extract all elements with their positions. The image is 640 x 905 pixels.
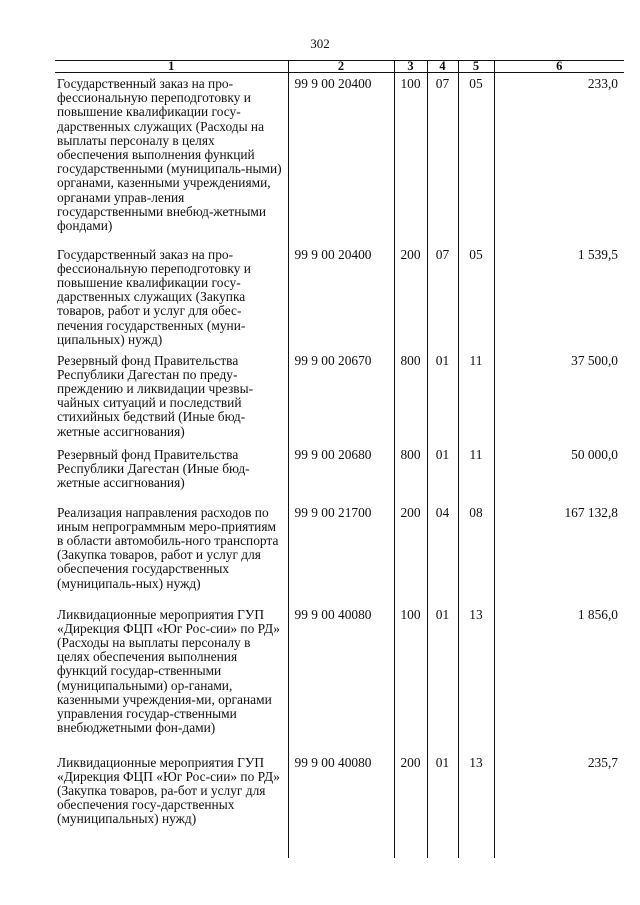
row-code: 99 9 00 21700: [288, 502, 394, 604]
row-name: Реализация направления расходов по иным непрограммным меро-приятиям в области автомобиль-ного транспорта (Закупка товаров, работ и услуг для обеспечения государственных (муниципаль-ных) нужд): [57, 504, 279, 591]
column-header-2: 2: [288, 61, 394, 73]
row-amount: 233,0: [494, 73, 624, 244]
row-name: Ликвидационные мероприятия ГУП «Дирекция ФЦП «Юг Рос-сии» по РД» (Закупка товаров, ра-бот и услуг для обеспечения госу-дарственных (муниципальных) нужд): [57, 754, 280, 827]
row-col4: 07: [427, 73, 458, 244]
row-col4: 01: [427, 604, 458, 752]
table-row: [55, 73, 624, 244]
row-col4: 01: [427, 350, 458, 444]
table-row: [55, 502, 624, 604]
row-col4: 07: [427, 244, 458, 350]
row-col4: 04: [427, 502, 458, 604]
row-col3: 200: [394, 244, 427, 350]
empty-cell: [288, 838, 394, 858]
row-amount: 1 856,0: [494, 604, 624, 752]
row-amount: 1 539,5: [494, 244, 624, 350]
row-col3: 200: [394, 752, 427, 838]
row-name: Государственный заказ на про-фессиональную переподготовку и повышение квалификации госу-дарственных служащих (Расходы на выплаты персоналу в целях обеспечения выполнения функций государственными (муниципаль-ными) органами, казенными учреждениями, органами управ-ления государственными внебюд-жетными фондами): [57, 76, 282, 234]
budget-table: [55, 60, 624, 858]
page-number: 302: [310, 36, 330, 51]
row-col5: 13: [458, 752, 494, 838]
column-header-1: 1: [55, 61, 288, 73]
table-row: [55, 752, 624, 838]
row-code: 99 9 00 40080: [288, 604, 394, 752]
row-name: Резервный фонд Правительства Республики Дагестан по преду-преждению и ликвидации чрезвы-чайных ситуаций и последствий стихийных бедствий (Иные бюд-жетные ассигнования): [57, 352, 254, 439]
table-row-continuation: [55, 838, 624, 858]
row-col5: 13: [458, 604, 494, 752]
row-col3: 200: [394, 502, 427, 604]
row-col4: 01: [427, 752, 458, 838]
row-code: 99 9 00 20400: [288, 73, 394, 244]
empty-cell: [458, 838, 494, 858]
row-col3: 800: [394, 444, 427, 502]
row-col5: 05: [458, 73, 494, 244]
table-row: [55, 244, 624, 350]
empty-cell: [394, 838, 427, 858]
table-row: [55, 444, 624, 502]
row-col3: 100: [394, 604, 427, 752]
row-name: Государственный заказ на про-фессиональную переподготовку и повышение квалификации госу-дарственных служащих (Закупка товаров, работ и услуг для обес-печения государственных (муни-ципальных) нужд): [57, 246, 251, 347]
row-name: Ликвидационные мероприятия ГУП «Дирекция ФЦП «Юг Рос-сии» по РД» (Расходы на выплаты персоналу в целях обеспечения выполнения функций государ-ственными (муниципальными) ор-ганами, казенными учреждения-ми, органами управления государ-ственными внебюджетными фон-дами): [57, 606, 280, 736]
row-amount: 37 500,0: [494, 350, 624, 444]
row-name: Резервный фонд Правительства Республики Дагестан (Иные бюд-жетные ассигнования): [57, 446, 250, 490]
row-col5: 11: [458, 444, 494, 502]
column-header-3: 3: [394, 61, 427, 73]
row-code: 99 9 00 20670: [288, 350, 394, 444]
row-col3: 800: [394, 350, 427, 444]
empty-cell: [427, 838, 458, 858]
empty-cell: [55, 838, 288, 858]
row-col5: 05: [458, 244, 494, 350]
row-col5: 11: [458, 350, 494, 444]
table-row: [55, 604, 624, 752]
row-code: 99 9 00 20680: [288, 444, 394, 502]
row-amount: 50 000,0: [494, 444, 624, 502]
table-row: [55, 350, 624, 444]
column-header-4: 4: [427, 61, 458, 73]
row-col5: 08: [458, 502, 494, 604]
row-col3: 100: [394, 73, 427, 244]
row-code: 99 9 00 40080: [288, 752, 394, 838]
row-amount: 235,7: [494, 752, 624, 838]
column-header-5: 5: [458, 61, 494, 73]
table-header-row: [55, 61, 624, 73]
row-col4: 01: [427, 444, 458, 502]
empty-cell: [494, 838, 624, 858]
row-amount: 167 132,8: [494, 502, 624, 604]
row-code: 99 9 00 20400: [288, 244, 394, 350]
column-header-6: 6: [494, 61, 624, 73]
